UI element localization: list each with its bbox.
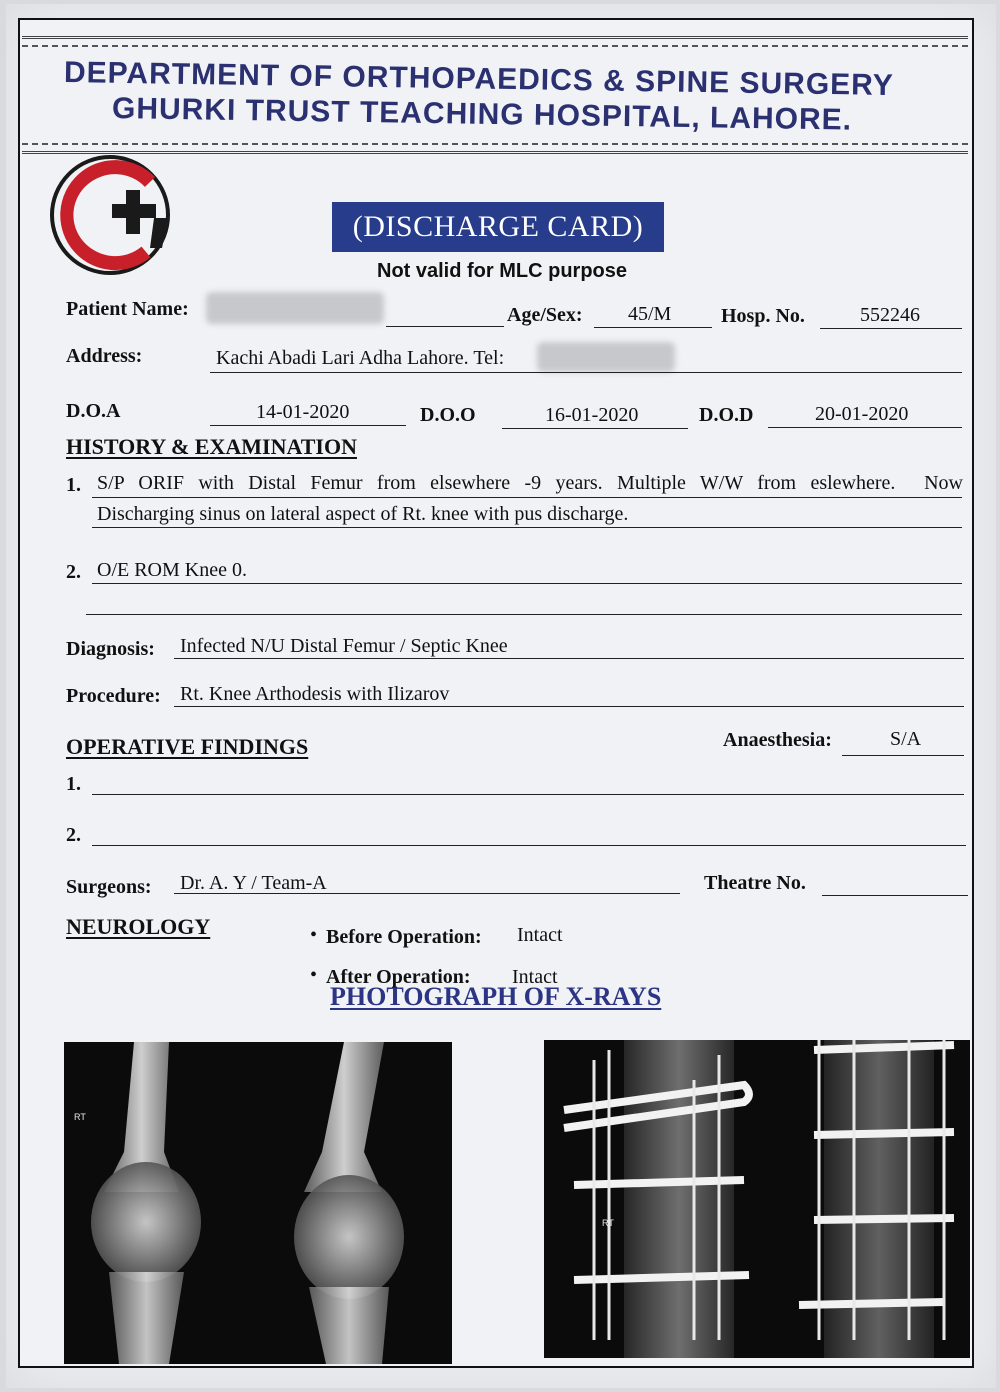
after-operation-value: Intact xyxy=(512,966,558,988)
history-item-1-line-1: S/P ORIF with Distal Femur from elsewhere -9 years. Multiple W/W from eslewhere. Now xyxy=(97,472,963,494)
hospital-title: GHURKI TRUST TEACHING HOSPITAL, LAHORE. xyxy=(111,92,853,137)
redacted-patient-name xyxy=(206,292,384,324)
anaesthesia-value: S/A xyxy=(890,728,922,750)
diagnosis-value: Infected N/U Distal Femur / Septic Knee xyxy=(180,635,508,657)
after-operation-bullet: • xyxy=(310,964,318,986)
before-operation-bullet: • xyxy=(310,924,318,946)
xrays-heading: PHOTOGRAPH OF X-RAYS xyxy=(330,982,662,1011)
theatre-no-label: Theatre No. xyxy=(704,872,806,894)
doa-value: 14-01-2020 xyxy=(256,401,350,423)
discharge-card-title: (DISCHARGE CARD) xyxy=(332,202,664,252)
history-item-1-line-2: Discharging sinus on lateral aspect of Rt. knee with pus discharge. xyxy=(97,503,629,525)
department-title: DEPARTMENT OF ORTHOPAEDICS & SPINE SURGERY xyxy=(63,56,895,103)
xray-left-marker: RT xyxy=(74,1112,86,1122)
age-sex-line xyxy=(594,327,712,328)
procedure-line xyxy=(174,706,964,707)
dod-label: D.O.D xyxy=(699,404,754,426)
dod-value: 20-01-2020 xyxy=(815,403,909,425)
doa-label: D.O.A xyxy=(66,400,121,422)
age-sex-label: Age/Sex: xyxy=(507,304,583,326)
theatre-no-line xyxy=(822,895,968,896)
history-item-1-rule-2 xyxy=(92,527,962,528)
diagnosis-line xyxy=(174,658,964,659)
history-item-2-text: O/E ROM Knee 0. xyxy=(97,559,247,581)
address-value: Kachi Abadi Lari Adha Lahore. Tel: xyxy=(216,347,505,369)
xray-postoperative-image xyxy=(544,1040,970,1358)
doo-line xyxy=(502,428,688,429)
history-item-1-rule-1 xyxy=(92,497,962,498)
xray-right-marker: RT xyxy=(602,1218,614,1228)
dod-line xyxy=(768,427,962,428)
history-item-1-number: 1. xyxy=(66,474,81,496)
before-operation-value: Intact xyxy=(517,924,563,946)
patient-name-label: Patient Name: xyxy=(66,298,189,320)
address-label: Address: xyxy=(66,345,143,367)
xray-postoperative xyxy=(544,1040,970,1358)
xray-preoperative xyxy=(64,1042,452,1364)
surgeons-line xyxy=(174,893,680,894)
operative-item-2-number: 2. xyxy=(66,824,81,846)
mlc-note: Not valid for MLC purpose xyxy=(377,260,627,282)
history-item-2-number: 2. xyxy=(66,561,81,583)
surgeons-value: Dr. A. Y / Team-A xyxy=(180,872,327,894)
operative-item-2-line xyxy=(92,845,966,846)
before-operation-label: Before Operation: xyxy=(326,926,482,948)
hosp-no-value: 552246 xyxy=(860,304,920,326)
patient-name-line xyxy=(386,326,504,327)
doo-value: 16-01-2020 xyxy=(545,404,639,426)
doo-label: D.O.O xyxy=(420,404,476,426)
operative-item-1-number: 1. xyxy=(66,773,81,795)
procedure-value: Rt. Knee Arthodesis with Ilizarov xyxy=(180,683,450,705)
address-line xyxy=(210,372,962,373)
after-operation-label: After Operation: xyxy=(326,966,471,988)
xray-preoperative-image xyxy=(64,1042,452,1364)
history-item-2-rule-2 xyxy=(86,614,962,615)
hospital-logo xyxy=(50,152,176,278)
surgeons-label: Surgeons: xyxy=(66,876,152,898)
history-item-2-rule-1 xyxy=(92,583,962,584)
redacted-telephone xyxy=(537,342,675,372)
operative-item-1-line xyxy=(92,794,964,795)
operative-findings-heading: OPERATIVE FINDINGS xyxy=(66,734,309,759)
history-heading: HISTORY & EXAMINATION xyxy=(66,434,357,459)
anaesthesia-label: Anaesthesia: xyxy=(723,729,832,751)
doa-line xyxy=(210,425,406,426)
procedure-label: Procedure: xyxy=(66,685,161,707)
diagnosis-label: Diagnosis: xyxy=(66,638,155,660)
neurology-heading: NEUROLOGY xyxy=(66,914,211,939)
hosp-no-line xyxy=(820,328,962,329)
anaesthesia-line xyxy=(842,755,964,756)
hosp-no-label: Hosp. No. xyxy=(721,305,805,327)
age-sex-value: 45/M xyxy=(628,303,672,325)
